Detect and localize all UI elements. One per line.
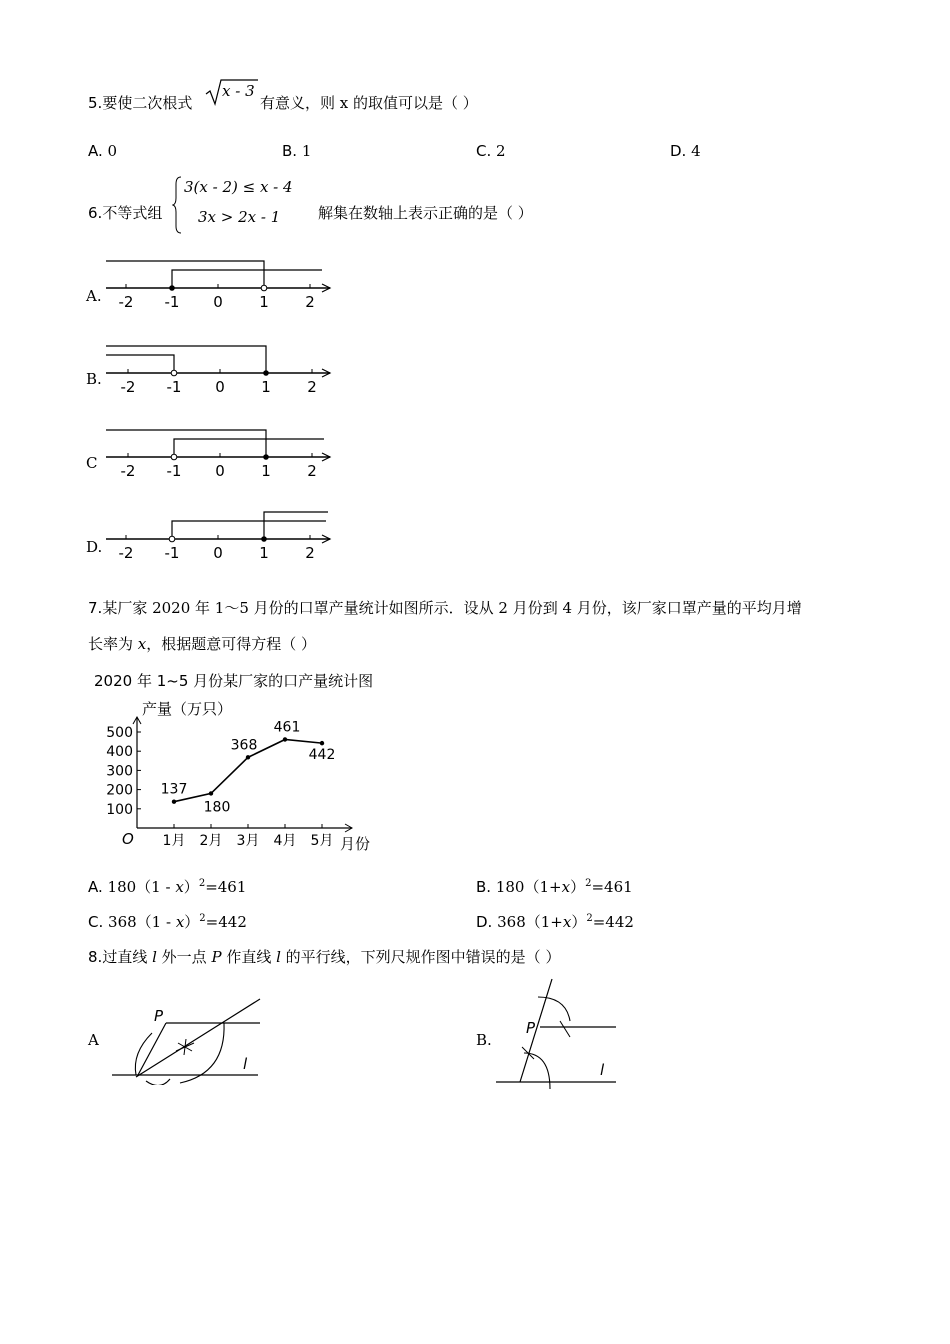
q5-option-a[interactable]: A. 0 [88,142,118,160]
q6-stem [88,202,162,223]
closed-point [169,285,175,291]
q7-stem-line1: 7.某厂家 2020 年 1～5 月份的口罩产量统计如图所示．设从 2 月份到 4 月份，该厂家口罩产量的平均月增 [88,599,802,617]
q6-line1: 3(x - 2) ≤ x - 4 [184,178,293,196]
tick-label: 1 [259,544,269,562]
q7-option-c[interactable]: C. 368（1 - x）$^2$=442 [88,913,247,931]
data-point [320,741,324,745]
data-point [246,755,250,759]
tick-label: -2 [118,544,134,562]
q5-option-c[interactable]: C. 2 [476,142,506,160]
tick-label: -1 [166,378,182,396]
q5-radicand: x - 3 [222,82,255,100]
q7-option-a[interactable]: A. 180（1 - x）$^2$=461 [88,878,247,896]
q8-option-b-figure[interactable] [494,975,624,1095]
closed-point [263,370,269,376]
q8-option-a-letter[interactable]: A [88,1031,99,1049]
line-l-label: l [243,1055,248,1073]
production-line-chart [90,665,390,860]
q6-option-b-numberline[interactable] [100,340,340,400]
q8-stem: 8.过直线 l 外一点 P 作直线 l 的平行线，下列尺规作图中错误的是（ ） [88,948,561,966]
tick-label: 2 [307,378,317,396]
data-point [172,799,176,803]
q7-stem-line2: 长率为 x，根据题意可得方程（ ） [88,635,317,653]
q7-option-d[interactable]: D. $368(1+x)^2=442$ [476,913,634,931]
open-point [261,285,267,291]
open-point [171,454,177,460]
tick-label: 1 [261,378,271,396]
point-p-label: P [526,1019,536,1037]
tick-label: 0 [213,544,223,562]
q6-option-d-letter[interactable]: D. [86,538,103,556]
closed-point [261,536,267,542]
tick-label: -1 [164,293,180,311]
data-label: 368 [230,737,258,754]
data-label: 137 [160,781,188,798]
q6-option-b-letter[interactable]: B. [86,370,102,388]
q6-option-a-numberline[interactable] [100,255,340,315]
q6-option-a-letter[interactable]: A. [86,287,102,305]
q5-stem [88,92,192,113]
line-l-label: l [600,1061,605,1079]
q5-number: 5. [88,94,103,112]
origin-label: O [122,830,134,848]
y-tick-label: 400 [106,744,133,761]
y-axis-label: 产量（万只） [142,700,233,718]
q7-number: 7. [88,599,103,617]
q8-option-b-letter[interactable]: B. [476,1031,492,1049]
q7-option-b[interactable]: B. $180(1+x)^2=461$ [476,878,633,896]
tick-label: -2 [120,378,136,396]
x-tick-label: 5月 [310,833,334,849]
x-tick-label: 1月 [162,833,186,849]
tick-label: 2 [307,462,317,480]
y-tick-label: 100 [106,801,133,818]
data-label: 442 [308,747,336,764]
chart-title: 2020 年 1~5 月份某厂家的口产量统计图 [94,672,374,690]
data-label: 180 [203,799,231,816]
tick-label: -2 [118,293,134,311]
q5-option-d[interactable]: D. 4 [670,142,701,160]
x-tick-label: 4月 [273,833,297,849]
q6-brace [172,176,182,238]
q8-option-a-figure[interactable] [108,995,268,1085]
tick-label: -1 [164,544,180,562]
q6-line2: 3x > 2x - 1 [198,208,281,226]
q5-option-b[interactable]: B. 1 [282,142,312,160]
q6-prefix: 不等式组 [102,204,163,222]
data-point [209,791,213,795]
y-tick-label: 300 [106,763,133,780]
tick-label: 0 [213,293,223,311]
q6-option-c-letter[interactable]: C [86,454,98,472]
closed-point [263,454,269,460]
q6-suffix: 解集在数轴上表示正确的是（ ） [318,204,533,222]
tick-label: -1 [166,462,182,480]
tick-label: 2 [305,293,315,311]
q8-number: 8. [88,948,103,966]
x-axis-label: 月份 [340,835,371,853]
q6-option-d-numberline[interactable] [100,506,340,566]
x-tick-label: 3月 [236,833,260,849]
x-tick-label: 2月 [199,833,223,849]
tick-label: 1 [261,462,271,480]
q5-prefix: 要使二次根式 [102,94,193,112]
tick-label: 0 [215,462,225,480]
tick-label: 2 [305,544,315,562]
open-point [171,370,177,376]
point-p-label: P [154,1007,164,1025]
data-label: 461 [273,719,301,736]
open-point [169,536,175,542]
q6-option-c-numberline[interactable] [100,424,340,484]
q6-number: 6. [88,204,103,222]
data-point [283,737,287,741]
y-tick-label: 200 [106,782,133,799]
tick-label: 0 [215,378,225,396]
brace-icon [172,176,182,234]
y-tick-label: 500 [106,725,133,741]
tick-label: 1 [259,293,269,311]
q5-suffix: 有意义，则 x 的取值可以是（ ） [260,94,478,112]
tick-label: -2 [120,462,136,480]
